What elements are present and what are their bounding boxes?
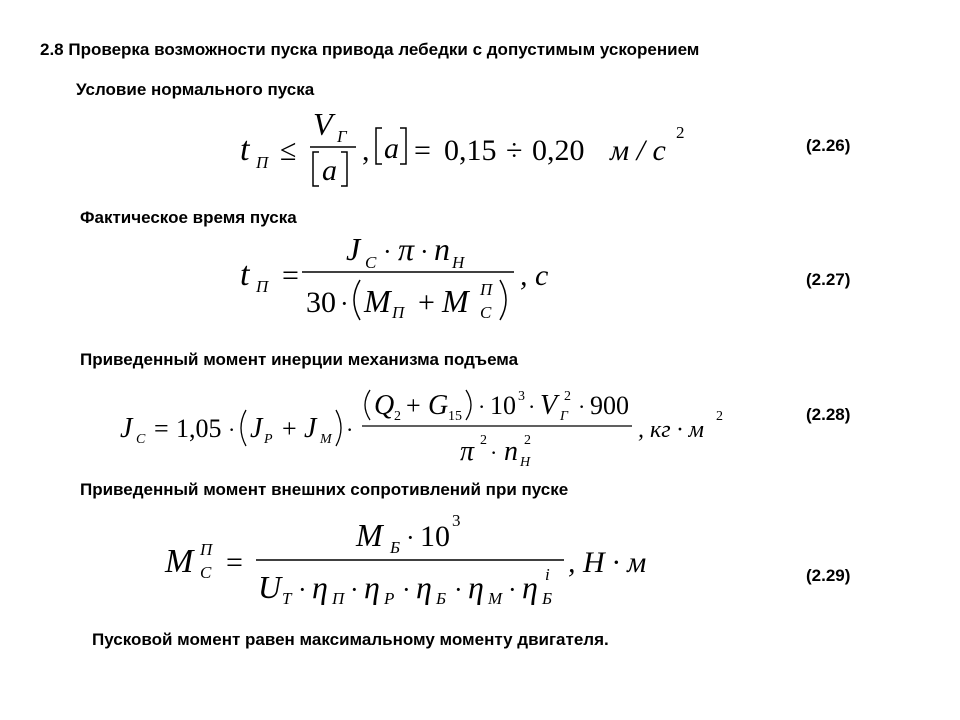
symbol-M-2: M <box>442 283 469 319</box>
symbol-a-denominator: a <box>322 154 337 187</box>
symbol-eta-3: η <box>416 569 432 605</box>
symbol-pi: π <box>460 436 475 467</box>
symbol-n: n <box>504 436 518 467</box>
symbol-t: t <box>240 131 250 168</box>
unit-exponent: 2 <box>676 123 685 142</box>
plus-sign: + <box>282 414 297 443</box>
exponent-3: 3 <box>518 389 525 404</box>
subscript-R: Р <box>384 589 395 608</box>
constant-30: 30 <box>306 286 336 319</box>
subscript-G: Г <box>560 409 568 424</box>
exponent-3: 3 <box>452 511 461 530</box>
subscript-N: Н <box>520 455 531 470</box>
subscript-M: М <box>320 432 332 447</box>
section-heading: 2.8 Проверка возможности пуска привода лебедки с допустимым ускорением <box>40 40 700 59</box>
unit-acceleration: м / с <box>610 134 666 167</box>
symbol-J: J <box>120 413 133 444</box>
ten: 10 <box>420 520 450 553</box>
multiply-dot-1: · <box>383 237 392 266</box>
symbol-eta-4: η <box>468 569 484 605</box>
symbol-eta-5: η <box>522 569 538 605</box>
unit-exponent: 2 <box>716 409 723 424</box>
symbol-a: a <box>384 132 399 165</box>
symbol-M-brake: M <box>356 517 383 553</box>
equals-sign: = <box>154 414 169 443</box>
multiply-dot-2: · <box>420 237 429 266</box>
multiply-dot-5: · <box>578 394 586 419</box>
superscript-P: П <box>200 540 213 559</box>
exponent-2: 2 <box>564 389 571 404</box>
symbol-n: n <box>434 231 450 267</box>
unit-seconds: , с <box>520 259 549 292</box>
subscript-B: Б <box>390 538 401 557</box>
symbol-V: V <box>313 106 333 142</box>
subscript-C: С <box>480 303 492 322</box>
equation-number-2-29: (2.29) <box>806 566 851 585</box>
equation-number-2-28: (2.28) <box>806 405 851 424</box>
equals-sign: = <box>282 259 299 292</box>
subscript-N: Н <box>452 253 465 272</box>
label-normal-start-condition: Условие нормального пуска <box>76 80 315 99</box>
multiply-dot-6: · <box>490 440 498 465</box>
subscript-15: 15 <box>448 409 462 424</box>
symbol-V: V <box>540 390 558 421</box>
subscript-P: П <box>332 589 345 608</box>
multiply-dot-2: · <box>298 575 307 604</box>
symbol-M: M <box>165 543 194 580</box>
coefficient: 1,05 <box>176 414 222 443</box>
subscript-P: П <box>256 153 269 172</box>
subscript-R: Р <box>264 432 273 447</box>
symbol-J-rotor: J <box>250 413 263 444</box>
multiply-dot-3: · <box>478 394 486 419</box>
subscript-G: Г <box>337 127 347 146</box>
multiply-dot-6: · <box>508 575 517 604</box>
multiply-dot-4: · <box>528 394 536 419</box>
multiply-dot-1: · <box>406 523 415 552</box>
multiply-dot-1: · <box>228 417 236 442</box>
equation-number-2-26: (2.26) <box>806 136 851 155</box>
symbol-eta-2: η <box>364 569 380 605</box>
superscript-P: П <box>480 280 493 299</box>
unit-newton-meter: , Н · м <box>568 546 647 579</box>
symbol-G: G <box>428 390 449 421</box>
multiply-dot-2: · <box>346 417 354 442</box>
subscript-B: Б <box>436 589 447 608</box>
subscript-2: 2 <box>394 409 401 424</box>
comma: , <box>362 134 370 167</box>
subscript-B-2: Б <box>542 589 553 608</box>
constant-900: 900 <box>590 391 629 420</box>
symbol-J-coupling: J <box>304 413 317 444</box>
superscript-i: i <box>545 565 550 584</box>
exponent-n: 2 <box>524 433 531 448</box>
symbol-t: t <box>240 256 250 293</box>
plus-sign-2: + <box>406 391 421 420</box>
multiply-dot-4: · <box>402 575 411 604</box>
ten: 10 <box>490 391 516 420</box>
label-reduced-inertia-moment: Приведенный момент инерции механизма подъема <box>80 350 519 369</box>
subscript-T: Т <box>282 589 292 608</box>
multiply-dot-3: · <box>340 289 349 318</box>
symbol-J: J <box>346 231 361 267</box>
symbol-U: U <box>258 569 282 605</box>
symbol-M-1: M <box>364 283 391 319</box>
subscript-P: П <box>256 277 269 296</box>
subscript-C: С <box>136 432 146 447</box>
subscript-C: С <box>200 563 212 582</box>
exponent-pi: 2 <box>480 433 487 448</box>
multiply-dot-3: · <box>350 575 359 604</box>
subscript-M: М <box>488 589 503 608</box>
plus-sign: + <box>418 286 435 319</box>
equals-sign: = <box>414 134 431 167</box>
subscript-C: С <box>365 253 377 272</box>
footer-note: Пусковой момент равен максимальному моменту двигателя. <box>92 630 609 649</box>
value-max: 0,20 <box>532 134 585 167</box>
equation-number-2-27: (2.27) <box>806 270 851 289</box>
label-reduced-resistance-moment: Приведенный момент внешних сопротивлений при пуске <box>80 480 569 499</box>
label-actual-start-time: Фактическое время пуска <box>80 208 297 227</box>
multiply-dot-5: · <box>454 575 463 604</box>
symbol-pi: π <box>398 231 415 267</box>
subscript-P: П <box>392 303 405 322</box>
value-min: 0,15 <box>444 134 497 167</box>
symbol-Q: Q <box>374 390 395 421</box>
symbol-eta-1: η <box>312 569 328 605</box>
unit-inertia: , кг · м <box>638 417 704 443</box>
range-divide-sign: ÷ <box>506 134 523 167</box>
equals-sign: = <box>226 546 243 579</box>
less-equal-sign: ≤ <box>280 134 297 167</box>
